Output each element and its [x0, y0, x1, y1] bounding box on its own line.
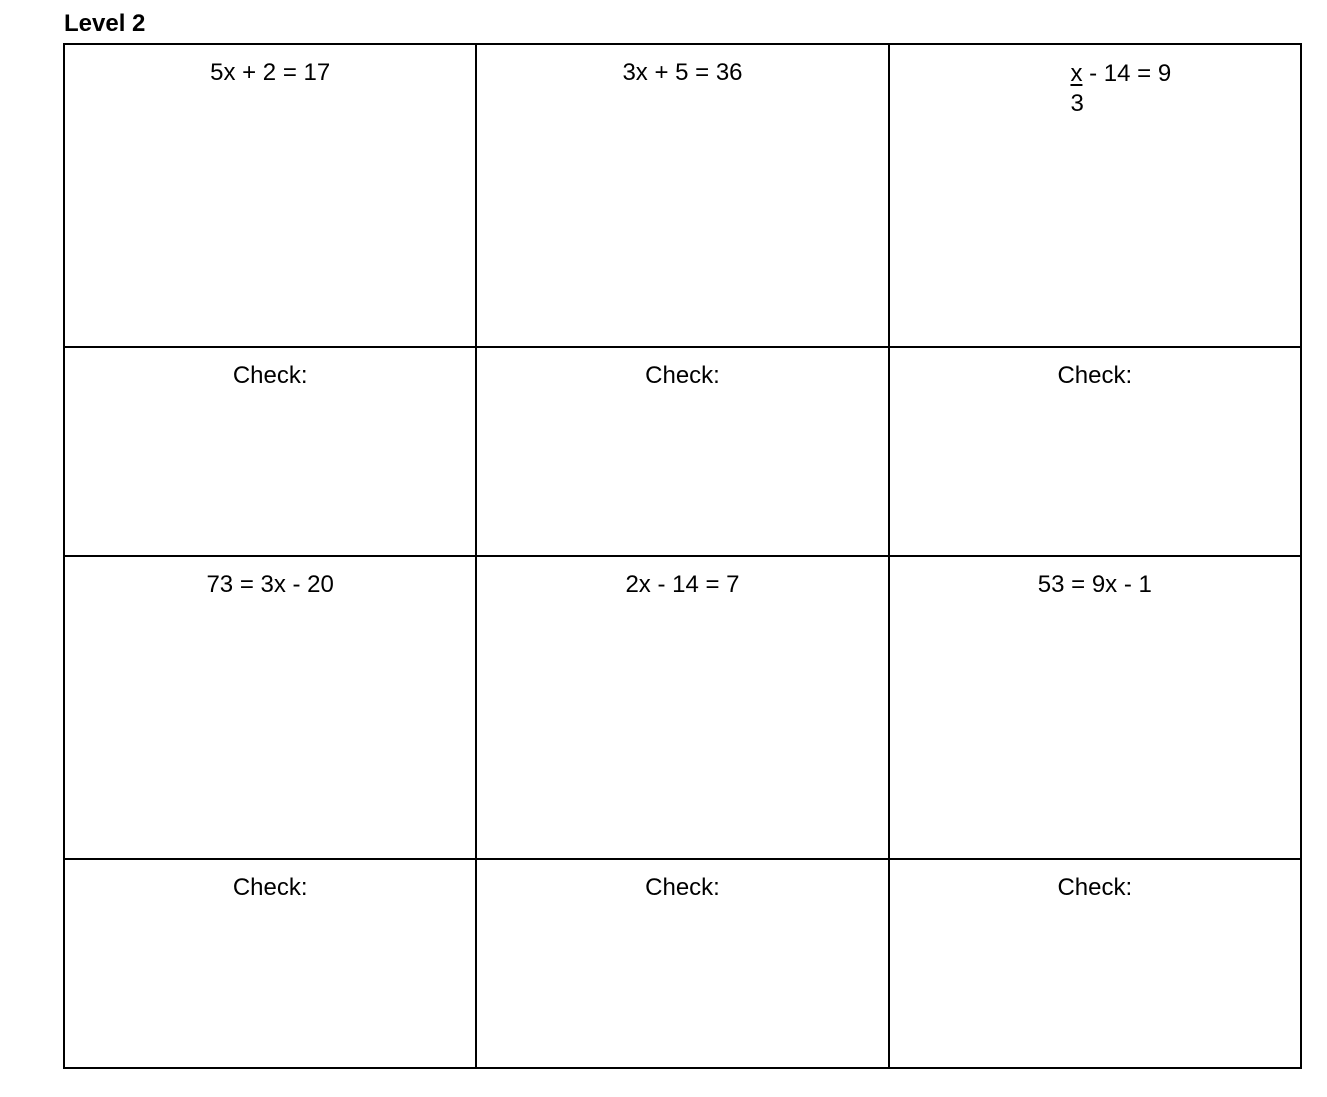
check-row [64, 347, 1301, 556]
problem-cell[interactable] [64, 44, 476, 347]
check-label: Check: [232, 362, 308, 389]
problem-grid [63, 43, 1302, 1069]
check-row [64, 859, 1301, 1068]
fraction-numerator: x [1070, 60, 1083, 87]
check-cell[interactable] [64, 859, 476, 1068]
problem-cell[interactable] [64, 556, 476, 859]
equation-text: 3x + 5 = 36 [622, 59, 743, 86]
problem-cell[interactable] [889, 556, 1301, 859]
problem-cell[interactable] [889, 44, 1301, 347]
fraction-equation [1018, 45, 1171, 119]
check-label: Check: [232, 874, 308, 901]
check-cell[interactable] [476, 859, 888, 1068]
check-cell[interactable] [889, 347, 1301, 556]
problem-cell[interactable] [476, 556, 888, 859]
check-cell[interactable] [889, 859, 1301, 1068]
equation-rest: - 14 = 9 [1082, 60, 1172, 87]
equation-text: 53 = 9x - 1 [1037, 571, 1152, 598]
worksheet-title: Level 2 [64, 10, 146, 37]
fraction-denominator: 3 [1070, 90, 1084, 117]
fraction-top-line [1070, 59, 1171, 89]
equation-text: 73 = 3x - 20 [206, 571, 334, 598]
check-label: Check: [645, 874, 720, 901]
problem-row [64, 44, 1301, 347]
check-label: Check: [1057, 874, 1133, 901]
problem-cell[interactable] [476, 44, 888, 347]
equation-text: 2x - 14 = 7 [625, 571, 740, 598]
equation-text: 5x + 2 = 17 [210, 59, 331, 86]
check-cell[interactable] [64, 347, 476, 556]
problem-row [64, 556, 1301, 859]
check-cell[interactable] [476, 347, 888, 556]
check-label: Check: [645, 362, 720, 389]
check-label: Check: [1057, 362, 1133, 389]
